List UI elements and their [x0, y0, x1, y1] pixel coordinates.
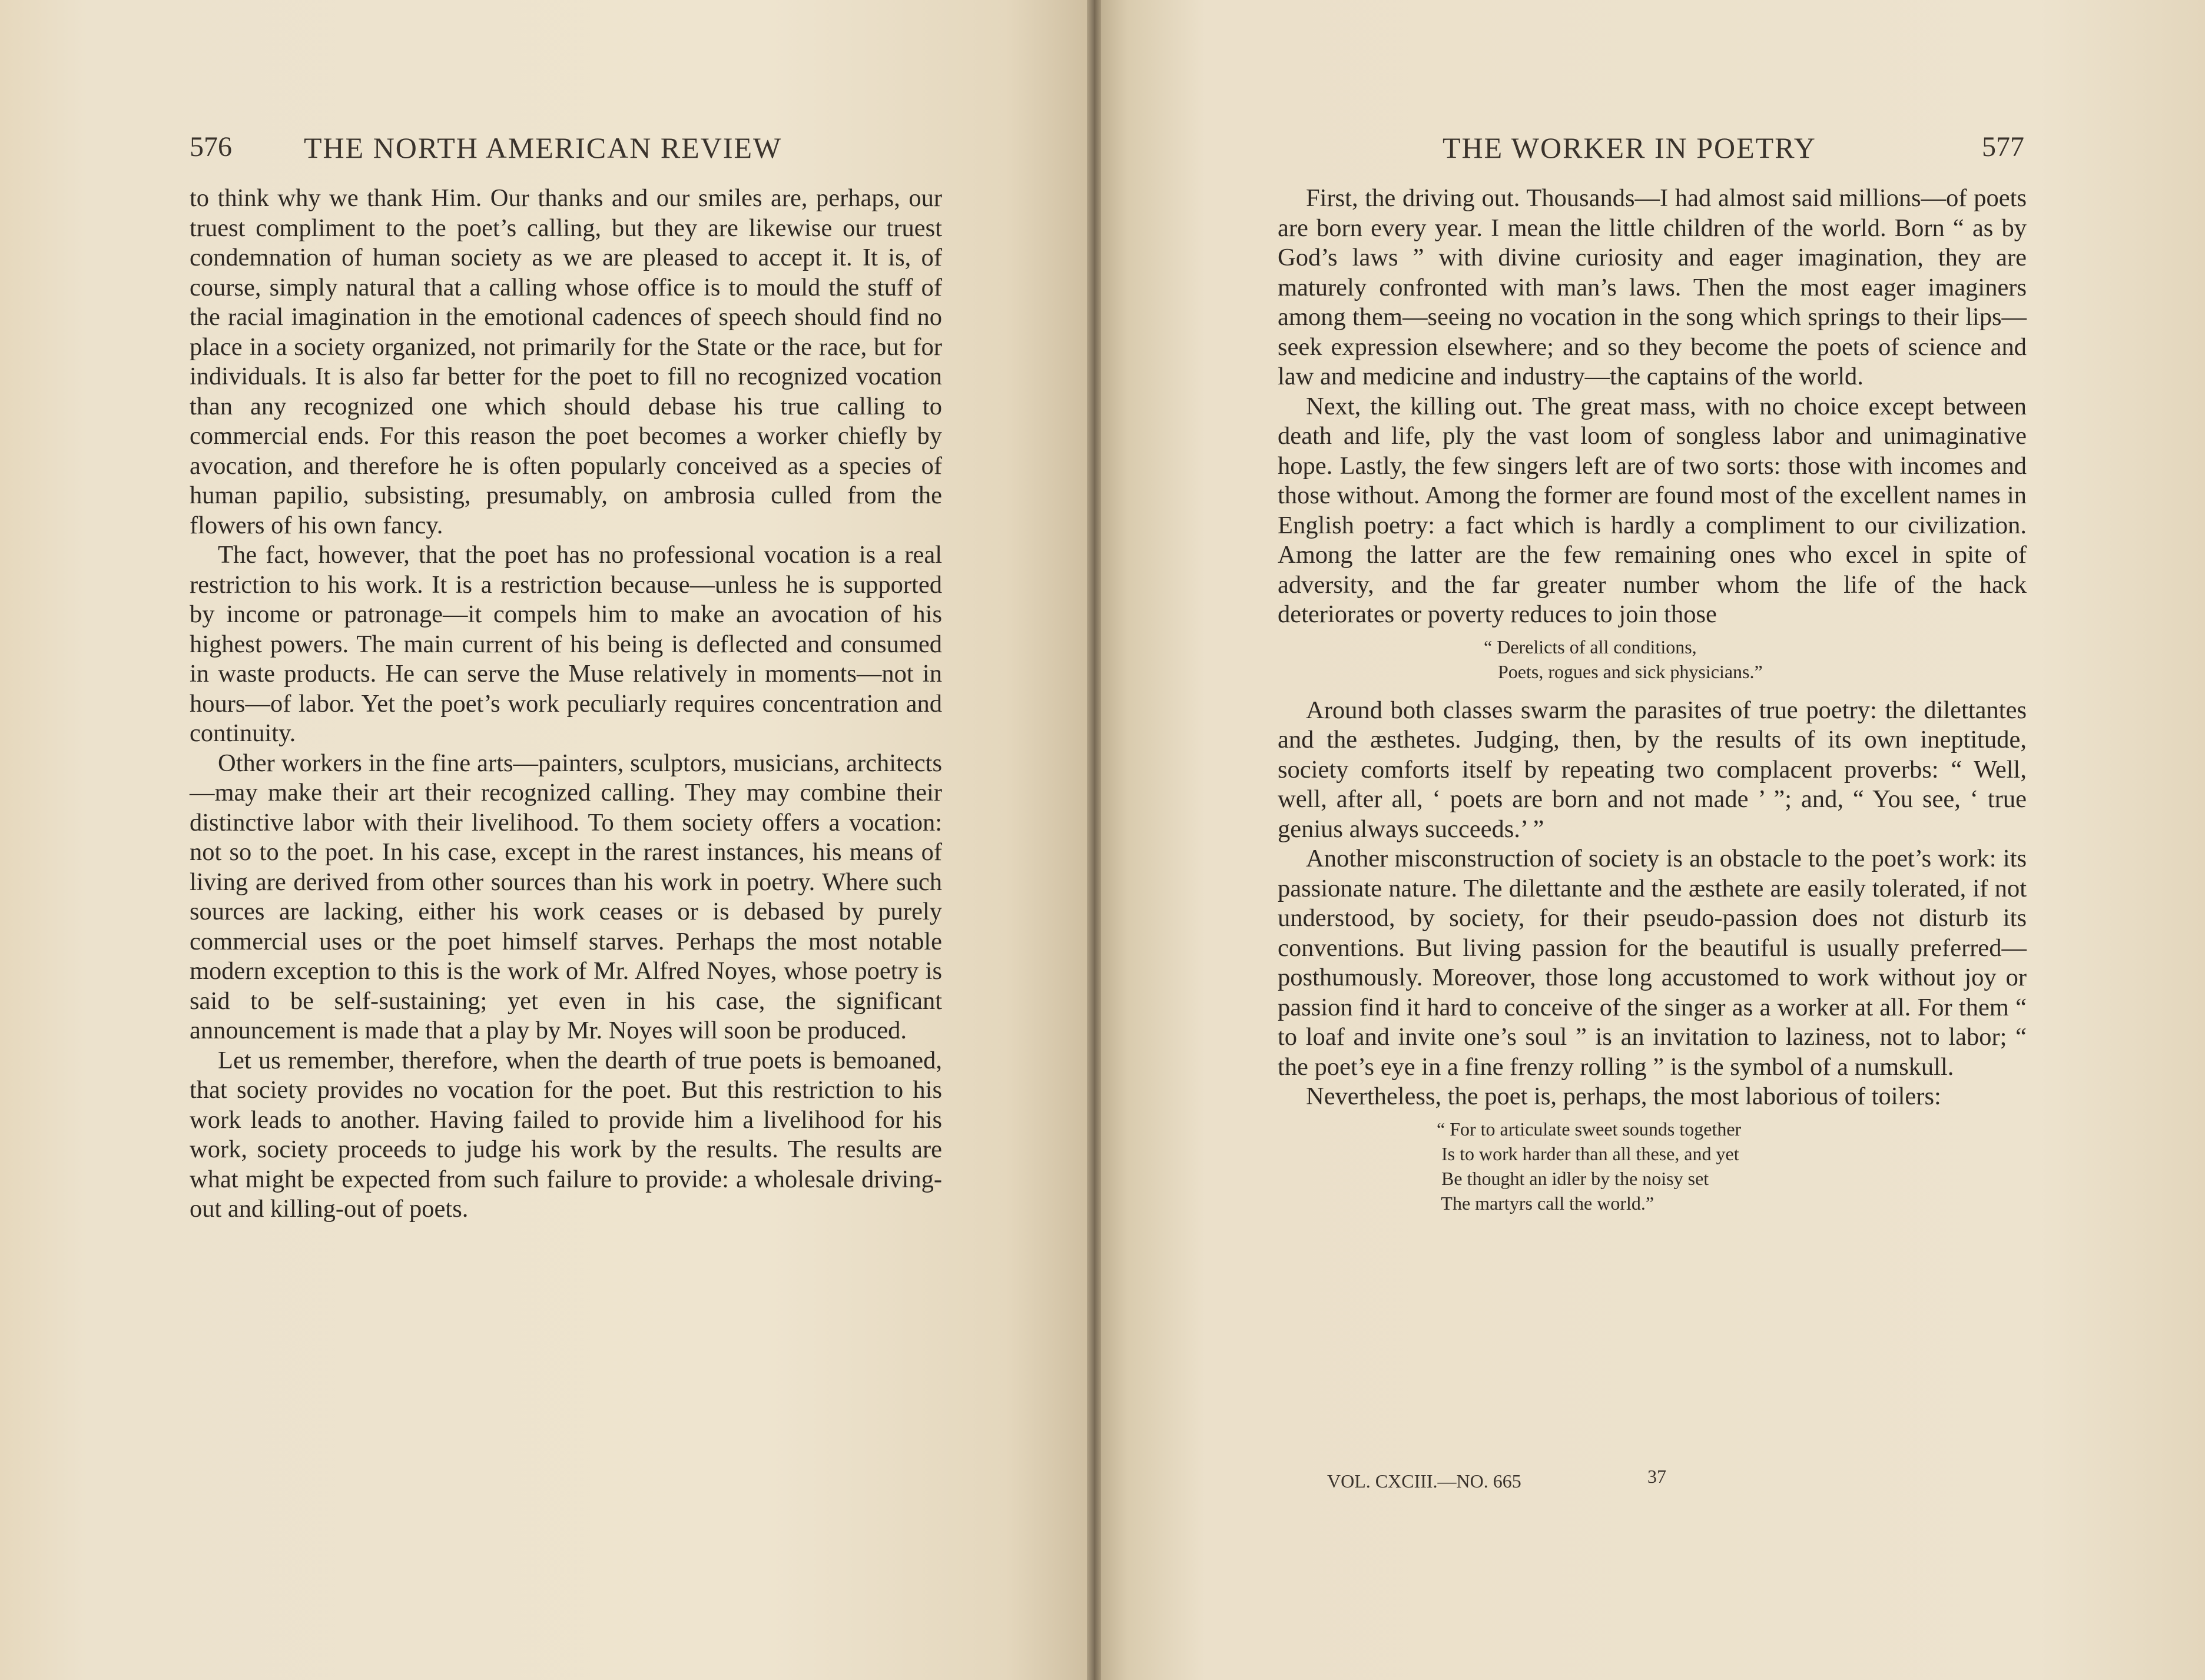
right-running-head: THE WORKER IN POETRY [1443, 131, 1816, 164]
right-paragraph-4: Another misconstruction of society is an obstacle to the poet’s work: its passionate nature. The dilettante and the æsthete are easily tolerated, if not understood, by society, for their pseudo-passion does not disturb its conventions. But living passion for the beautiful is usually preferred—posthumously. Moreover, those long accustomed to work without joy or passion find it hard to conceive of the singer as a worker at all. For them “ to loaf and invite one’s soul ” is an invitation to laziness, not to labor; “ the poet’s eye in a fine frenzy rolling ” is the symbol of a numskull. [1278, 845, 2027, 1081]
book-gutter [1087, 0, 1101, 1680]
verse-quote-1: “ Derelicts of all conditions, Poets, rogues and sick physicians.” [1484, 636, 1763, 682]
left-paragraph-1: to think why we thank Him. Our thanks and our smiles are, perhaps, our truest compliment to the poet’s calling, but they are likewise our truest condemnation of human society as we are pleased to accept it. It is, of course, simply natural that a calling whose office is to mould the stuff of the racial imagination in the emotional cadences of speech should find no place in a society organized, not primarily for the State or the race, but for individuals. It is also far better for the poet to fill no recognized vocation than any recognized one which should debase his true calling to commercial ends. For this reason the poet becomes a worker chiefly by avocation, and therefore he is often popularly conceived as a species of human papilio, subsisting, presumably, on ambrosia culled from the flowers of his own fancy. [190, 184, 942, 539]
signature-mark: 37 [1647, 1466, 1666, 1487]
volume-footer: VOL. CXCIII.—NO. 665 [1327, 1470, 1521, 1492]
right-page-body [1278, 184, 2027, 1227]
right-page-number: 577 [1982, 131, 2024, 162]
verse-quote-2: “ For to articulate sweet sounds together Is to work harder than all these, and yet Be thought an idler by the noisy set The martyrs call the world.” [1437, 1118, 1742, 1214]
left-paragraph-2: The fact, however, that the poet has no professional vocation is a real restriction to his work. It is a restriction because—unless he is supported by income or patronage—it compels him to make an avocation of his highest powers. The main current of his being is deflected and consumed in waste products. He can serve the Muse relatively in moments—not in hours—of labor. Yet the poet’s work peculiarly requires concentration and continuity. [190, 541, 942, 747]
right-paragraph-1: First, the driving out. Thousands—I had almost said millions—of poets are born every year. I mean the little children of the world. Born “ as by God’s laws ” with divine curiosity and eager imagination, they are maturely confronted with man’s laws. Then the most eager imaginers among them—seeing no vocation in the song which springs to their lips—seek expression elsewhere; and so they become the poets of science and law and medicine and industry—the captains of the world. [1278, 184, 2027, 390]
right-paragraph-3: Around both classes swarm the parasites of true poetry: the dilettantes and the æsthetes. Judging, then, by the results of its own ineptitude, society comforts itself by repeating two complacent proverbs: “ Well, well, after all, ‘ poets are born and not made ’ ”; and, “ You see, ‘ true genius always succeeds.’ ” [1278, 696, 2027, 843]
left-page-number: 576 [190, 131, 232, 162]
left-paragraph-3: Other workers in the fine arts—painters, sculptors, musicians, architects—may make their art their recognized calling. They may combine their distinctive labor with their livelihood. To them society offers a vocation: not so to the poet. In his case, except in the rarest instances, his means of living are derived from other sources than his work in poetry. Where such sources are lacking, either his work ceases or is debased by purely commercial uses or the poet himself starves. Perhaps the most notable modern exception to this is the work of Mr. Alfred Noyes, whose poetry is said to be self-sustaining; yet even in his case, the significant announcement is made that a play by Mr. Noyes will soon be produced. [190, 749, 942, 1044]
right-paragraph-2: Next, the killing out. The great mass, with no choice except between death and life, ply the vast loom of songless labor and unimaginative hope. Lastly, the few singers left are of two sorts: those with incomes and those without. Among the former are found most of the excellent names in English poetry: a fact which is hardly a compliment to our civilization. Among the latter are the few remaining ones who excel in spite of adversity, and the far greater number whom the life of the hack deteriorates or poverty reduces to join those [1278, 392, 2027, 628]
left-page-body [190, 184, 942, 1224]
left-paragraph-4: Let us remember, therefore, when the dearth of true poets is bemoaned, that society provides no vocation for the poet. But this restriction to his work leads to another. Having failed to provide him a livelihood for his work, society proceeds to judge his work by the results. The results are what might be expected from such failure to provide: a wholesale driving-out and killing-out of poets. [190, 1046, 942, 1223]
left-running-head: THE NORTH AMERICAN REVIEW [304, 131, 782, 164]
right-paragraph-5: Nevertheless, the poet is, perhaps, the most laborious of toilers: [1306, 1083, 1941, 1110]
left-page [0, 0, 1094, 1680]
